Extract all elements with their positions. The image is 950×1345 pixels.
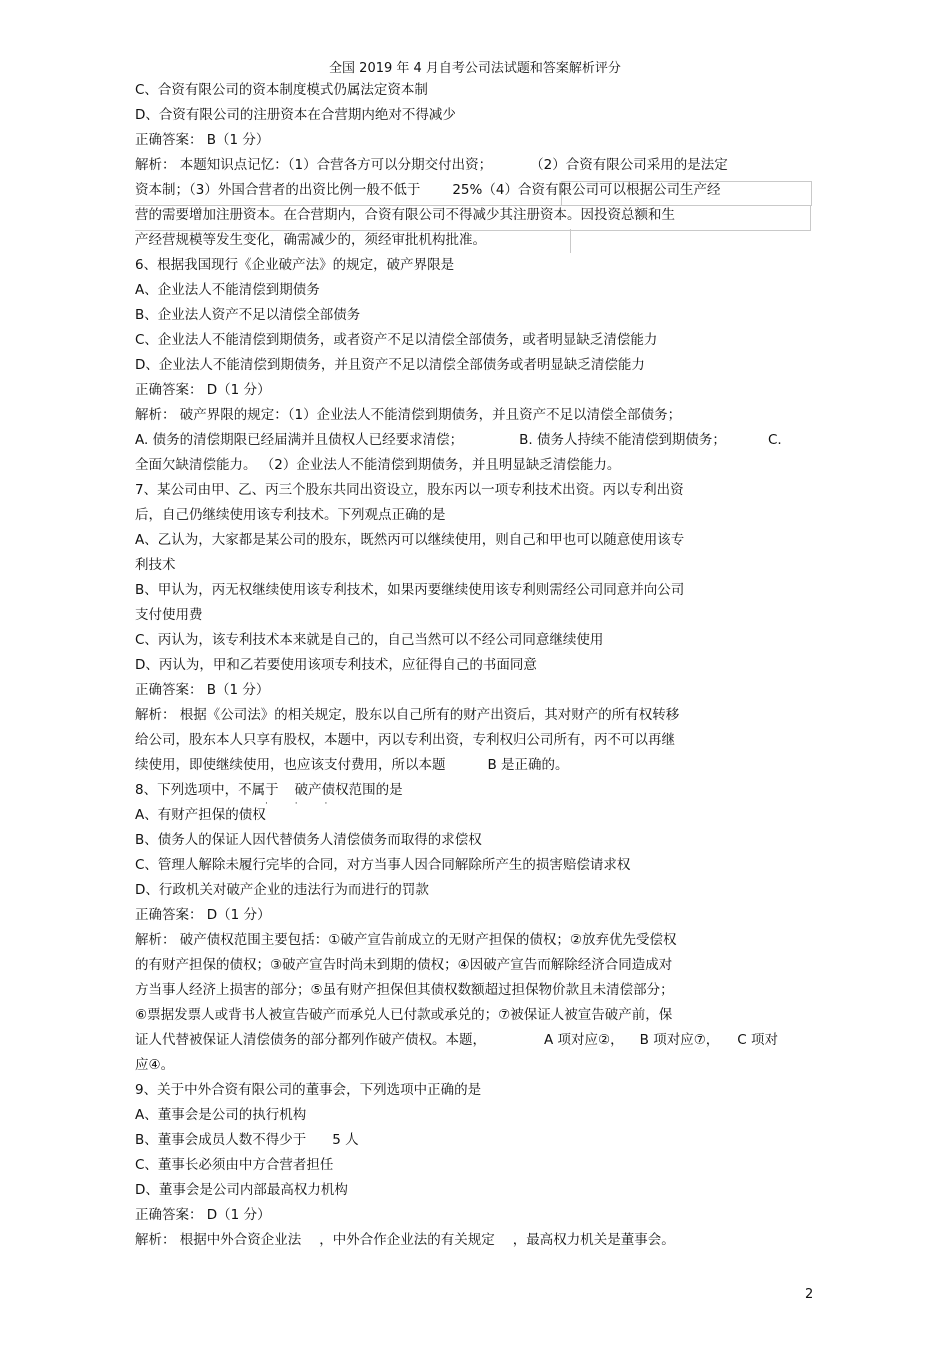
option-text: B、董事会成员人数不得少于 <box>135 1132 307 1148</box>
option-b <box>135 1128 825 1153</box>
explanation-line: 解析： 根据《公司法》的相关规定，股东以自己所有的财产出资后，其对财产的所有权转移 <box>135 707 680 723</box>
explanation-line <box>135 178 825 203</box>
option-d: D、行政机关对破产企业的违法行为而进行的罚款 <box>135 882 429 898</box>
question-6: 6、根据我国现行《企业破产法》的规定，破产界限是 <box>135 257 455 273</box>
option-text: 5 人 <box>332 1132 359 1148</box>
explanation-line: 全面欠缺清偿能力。 （2）企业法人不能清偿到期债务，并且明显缺乏清偿能力。 <box>135 457 621 473</box>
explanation-line <box>135 1028 825 1053</box>
emphasis-dots: · · · <box>265 799 340 809</box>
explanation-text: ，最高权力机关是董事会。 <box>512 1232 675 1248</box>
option-b: B、企业法人资产不足以清偿全部债务 <box>135 307 361 323</box>
option-d: D、董事会是公司内部最高权力机构 <box>135 1182 348 1198</box>
correct-answer: 正确答案： D（1 分） <box>135 1207 271 1223</box>
question-7: 7、某公司由甲、乙、丙三个股东共同出资设立，股东丙以一项专利技术出资。丙以专利出资 <box>135 482 684 498</box>
explanation-text: （2）合资有限公司采用的是法定 <box>530 157 728 173</box>
option-d: D、丙认为，甲和乙若要使用该项专利技术，应征得自己的书面同意 <box>135 657 537 673</box>
option-a: A、有财产担保的债权 <box>135 807 266 823</box>
explanation-text: 解析： 本题知识点记忆：（1）合营各方可以分期交付出资； <box>135 157 493 173</box>
explanation-line <box>135 753 825 778</box>
document-body <box>135 78 825 1253</box>
explanation-text: 证人代替被保证人清偿债务的部分都列作破产债权。本题， <box>135 1032 486 1048</box>
explanation-text: A 项对应②， <box>544 1032 624 1048</box>
explanation-line: 解析： 破产界限的规定：（1）企业法人不能清偿到期债务，并且资产不足以清偿全部债务； <box>135 407 682 423</box>
question-text: 8、下列选项中，不属于 <box>135 782 279 798</box>
option-a-cont: 利技术 <box>135 557 176 573</box>
page-header: 全国 2019 年 4 月自考公司法试题和答案解析评分 <box>329 61 621 76</box>
explanation-text: 解析： 根据中外合资企业法 <box>135 1232 302 1248</box>
correct-answer: 正确答案： D（1 分） <box>135 907 271 923</box>
explanation-text: ，中外合作企业法的有关规定 <box>319 1232 495 1248</box>
option-d: D、企业法人不能清偿到期债务，并且资产不足以清偿全部债务或者明显缺乏清偿能力 <box>135 357 645 373</box>
explanation-text: C. <box>767 432 782 448</box>
explanation-text: B 是正确的。 <box>487 757 569 773</box>
explanation-line: 给公司，股东本人只享有股权，本题中，丙以专利出资，专利权归公司所有，丙不可以再继 <box>135 732 675 748</box>
correct-answer: 正确答案： B（1 分） <box>135 682 270 698</box>
explanation-line: 方当事人经济上损害的部分；⑤虽有财产担保但其债权数额超过担保物价款且未清偿部分； <box>135 982 674 998</box>
option-c: C、合资有限公司的资本制度模式仍属法定资本制 <box>135 82 428 98</box>
option-a: A、乙认为，大家都是某公司的股东，既然丙可以继续使用，则自己和甲也可以随意使用该专 <box>135 532 685 548</box>
option-c: C、董事长必须由中方合营者担任 <box>135 1157 334 1173</box>
option-c: C、丙认为，该专利技术本来就是自己的，自己当然可以不经公司同意继续使用 <box>135 632 604 648</box>
explanation-line <box>135 153 825 178</box>
option-a: A、企业法人不能清偿到期债务 <box>135 282 320 298</box>
question-7-cont: 后，自己仍继续使用该专利技术。下列观点正确的是 <box>135 507 446 523</box>
explanation-line: 营的需要增加注册资本。在合营期内，合资有限公司不得减少其注册资本。因投资总额和生 <box>135 207 675 223</box>
page-number: 2 <box>805 1287 814 1302</box>
option-a: A、董事会是公司的执行机构 <box>135 1107 307 1123</box>
explanation-text: 25%（4）合资有限公司可以根据公司生产经 <box>452 182 721 198</box>
explanation-line: ⑥票据发票人或背书人被宣告破产而承兑人已付款或承兑的；⑦被保证人被宣告破产前，保 <box>135 1007 673 1023</box>
explanation-line: 产经营规模等发生变化，确需减少的，须经审批机构批准。 <box>135 232 486 248</box>
correct-answer: 正确答案： D（1 分） <box>135 382 271 398</box>
explanation-line: 应④。 <box>135 1057 175 1073</box>
option-b-cont: 支付使用费 <box>135 607 203 623</box>
question-8 <box>135 778 825 803</box>
explanation-line <box>135 428 825 453</box>
option-c: C、企业法人不能清偿到期债务，或者资产不足以清偿全部债务，或者明显缺乏清偿能力 <box>135 332 658 348</box>
explanation-text: B 项对应⑦， <box>639 1032 720 1048</box>
explanation-line: 的有财产担保的债权；③破产宣告时尚未到期的债权；④因破产宣告而解除经济合同造成对 <box>135 957 673 973</box>
option-d: D、合资有限公司的注册资本在合营期内绝对不得减少 <box>135 107 456 123</box>
option-b: B、甲认为，丙无权继续使用该专利技术，如果丙要继续使用该专利则需经公司同意并向公司 <box>135 582 685 598</box>
explanation-text: C 项对 <box>737 1032 779 1048</box>
question-text: 破产债权范围的是 <box>294 782 403 798</box>
explanation-text: B. 债务人持续不能清偿到期债务； <box>519 432 726 448</box>
explanation-text: 资本制；（3）外国合营者的出资比例一般不低于 <box>135 182 421 198</box>
explanation-line <box>135 1228 825 1253</box>
option-c: C、管理人解除未履行完毕的合同，对方当事人因合同解除所产生的损害赔偿请求权 <box>135 857 631 873</box>
question-9: 9、关于中外合资有限公司的董事会，下列选项中正确的是 <box>135 1082 482 1098</box>
correct-answer: 正确答案： B（1 分） <box>135 132 270 148</box>
explanation-text: A. 债务的清偿期限已经届满并且债权人已经要求清偿； <box>135 432 464 448</box>
option-b: B、债务人的保证人因代替债务人清偿债务而取得的求偿权 <box>135 832 482 848</box>
explanation-line: 解析： 破产债权范围主要包括：①破产宣告前成立的无财产担保的债权；②放弃优先受偿权 <box>135 932 677 948</box>
explanation-text: 续使用，即使继续使用，也应该支付费用，所以本题 <box>135 757 446 773</box>
